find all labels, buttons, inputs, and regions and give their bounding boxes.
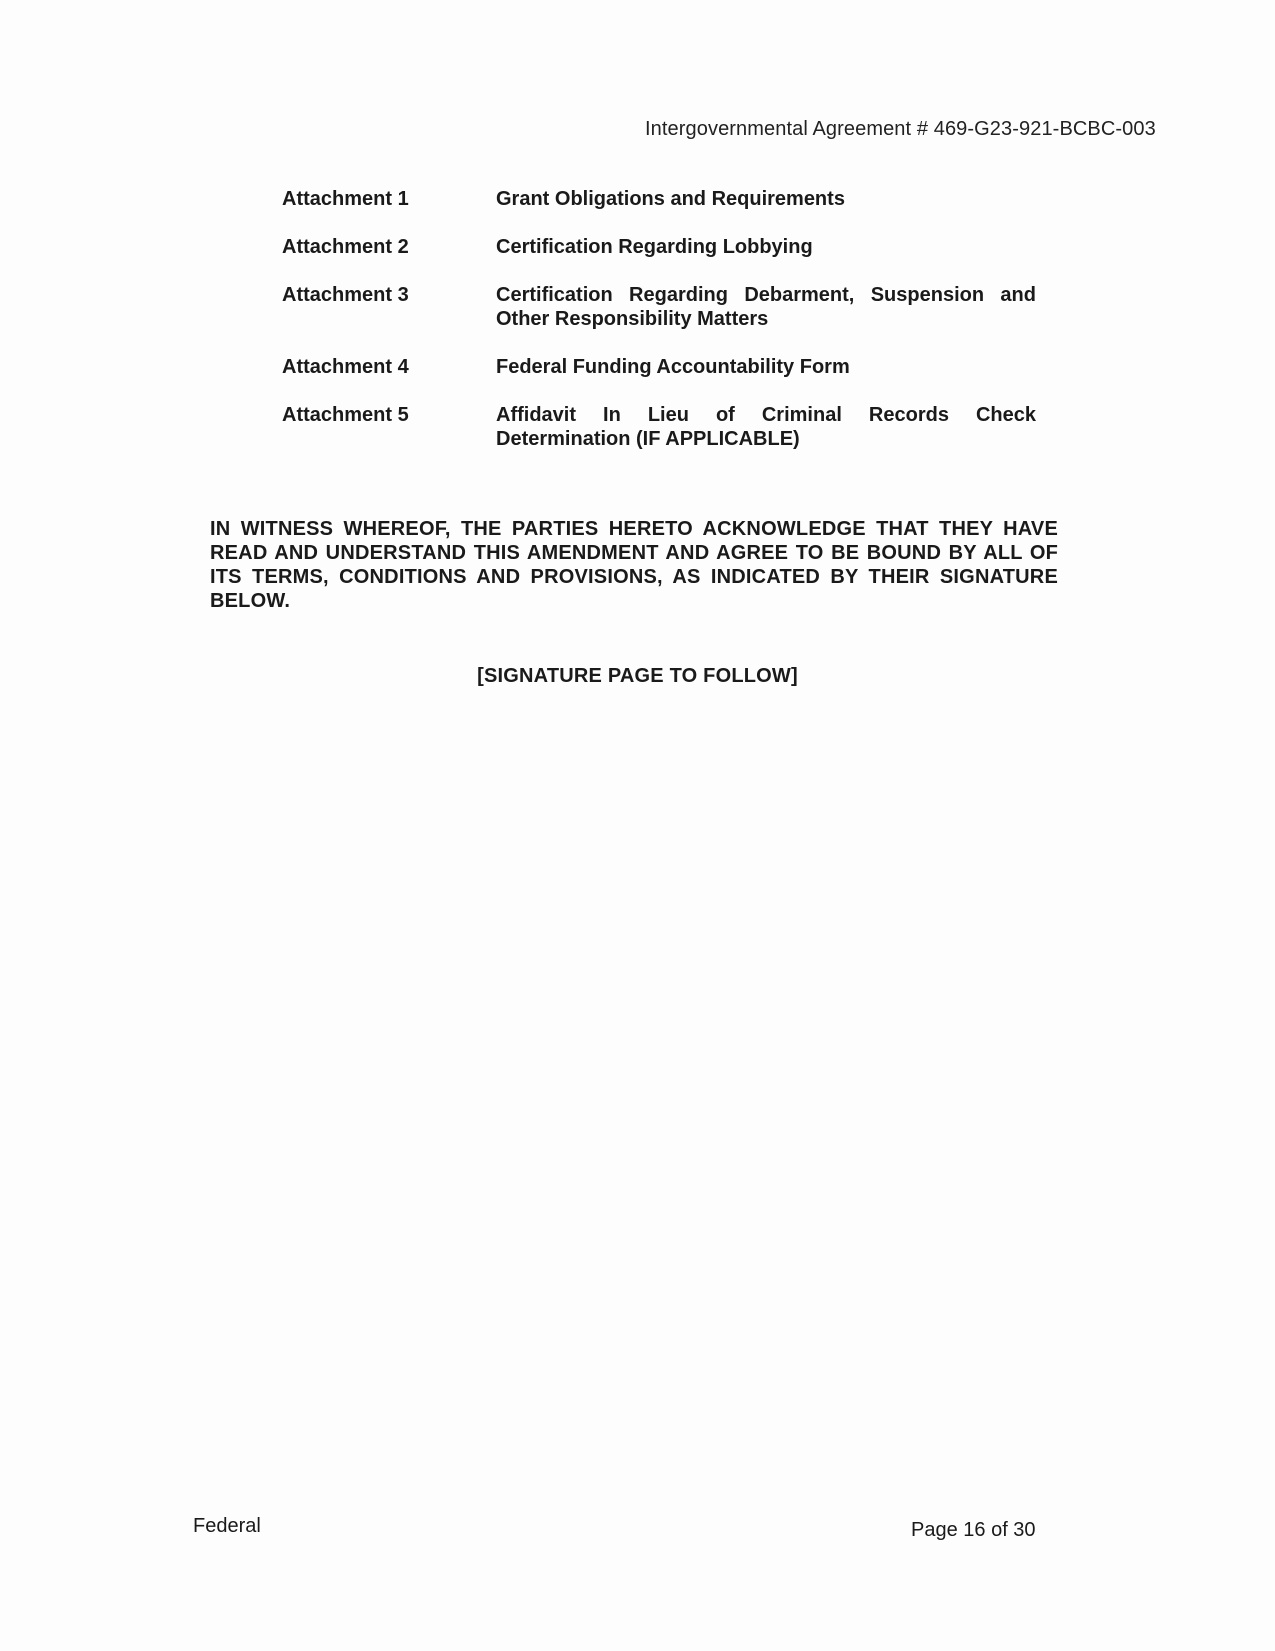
witness-clause: IN WITNESS WHEREOF, THE PARTIES HERETO ACKNOWLEDGE THAT THEY HAVE READ AND UNDERSTAND THIS AMENDMENT AND AGREE TO BE BOUND BY ALL OF ITS TERMS, CONDITIONS AND PROVISIONS, AS INDICATED BY THEIR SIGNATURE BELOW. xyxy=(210,518,1058,612)
attachment-label: Attachment 4 xyxy=(282,356,409,378)
attachment-list xyxy=(282,187,1062,451)
attachment-title: Affidavit In Lieu of Criminal Records Check Determination (IF APPLICABLE) xyxy=(496,404,1036,450)
attachment-row-3 xyxy=(282,283,1062,331)
attachment-row-4 xyxy=(282,355,1062,379)
signature-page-note: [SIGNATURE PAGE TO FOLLOW] xyxy=(477,665,798,687)
attachment-row-5 xyxy=(282,403,1062,451)
attachment-title: Federal Funding Accountability Form xyxy=(496,356,850,378)
page-number: Page 16 of 30 xyxy=(911,1519,1036,1541)
attachment-label: Attachment 1 xyxy=(282,188,409,210)
attachment-label: Attachment 2 xyxy=(282,236,409,258)
attachment-title: Certification Regarding Debarment, Suspension and Other Responsibility Matters xyxy=(496,284,1036,330)
attachment-label: Attachment 3 xyxy=(282,284,409,306)
attachment-row-1 xyxy=(282,187,1062,211)
attachment-row-2 xyxy=(282,235,1062,259)
agreement-reference: Intergovernmental Agreement # 469-G23-921-BCBC-003 xyxy=(645,118,1156,140)
attachment-title: Certification Regarding Lobbying xyxy=(496,236,813,258)
footer-label: Federal xyxy=(193,1515,261,1537)
attachment-title: Grant Obligations and Requirements xyxy=(496,188,845,210)
attachment-label: Attachment 5 xyxy=(282,404,409,426)
